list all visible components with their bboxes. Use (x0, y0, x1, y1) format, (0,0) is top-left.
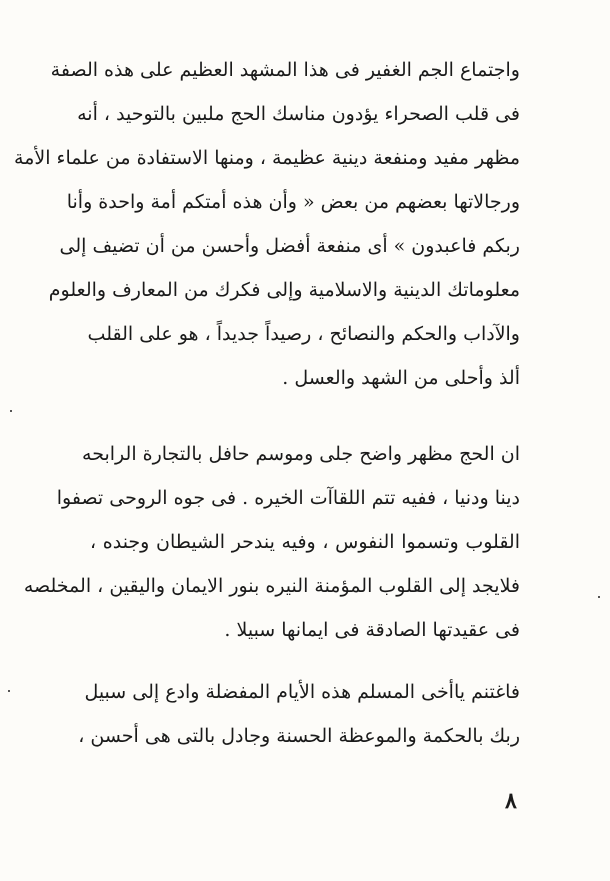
text-line: فلايجد إلى القلوب المؤمنة النيره بنور الايمان واليقين ، المخلصه (23, 575, 520, 597)
paragraph-1 (14, 48, 520, 400)
text-line: والآداب والحكم والنصائح ، رصيداً جديداً ، هو على القلب (87, 323, 520, 345)
paragraph-2 (23, 432, 520, 652)
scan-speck (10, 410, 12, 412)
text-line: ورجالاتها بعضهم من بعض « وأن هذه أمتكم أمة واحدة وأنا (66, 191, 520, 213)
text-line: دينا ودنيا ، ففيه تتم اللقاآت الخيره . فى جوه الروحى تصفوا (56, 487, 520, 509)
text-line: ربك بالحكمة والموعظة الحسنة وجادل بالتى هى أحسن ، (78, 725, 520, 747)
text-line: القلوب وتسموا النفوس ، وفيه يندحر الشيطان وجنده ، (90, 531, 520, 553)
text-line: ألذ وأحلى من الشهد والعسل . (282, 367, 520, 389)
text-line: فى قلب الصحراء يؤدون مناسك الحج ملبين بالتوحيد ، أنه (77, 103, 520, 125)
scan-speck (598, 596, 600, 598)
text-line: ان الحج مظهر واضح جلى وموسم حافل بالتجارة الرابحه (82, 443, 520, 465)
page-number: ٨ (505, 788, 517, 814)
text-line: ربكم فاعبدون » أى منفعة أفضل وأحسن من أن تضيف إلى (59, 235, 520, 257)
paragraph-3 (78, 670, 520, 758)
text-line: واجتماع الجم الغفير فى هذا المشهد العظيم على هذه الصفة (50, 59, 520, 81)
scan-speck (8, 690, 10, 692)
text-line: مظهر مفيد ومنفعة دينية عظيمة ، ومنها الاستفادة من علماء الأمة (14, 147, 520, 169)
text-line: معلوماتك الدينية والاسلامية وإلى فكرك من المعارف والعلوم (48, 279, 520, 301)
text-line: فى عقيدتها الصادقة فى ايمانها سبيلا . (224, 619, 520, 641)
text-line: فاغتنم ياأخى المسلم هذه الأيام المفضلة وادع إلى سبيل (84, 681, 520, 703)
